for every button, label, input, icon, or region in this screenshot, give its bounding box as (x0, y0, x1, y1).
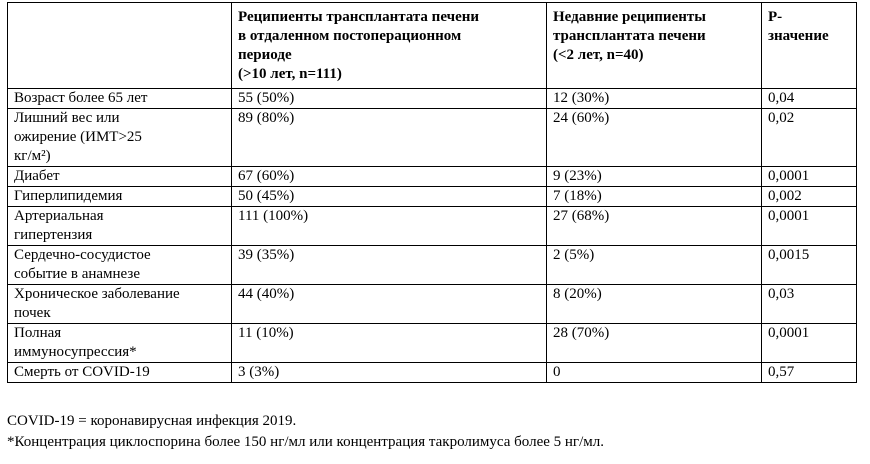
recent-value-cell: 0 (547, 363, 762, 383)
long-term-value-cell: 3 (3%) (232, 363, 547, 383)
header-line: (>10 лет, n=111) (238, 66, 342, 82)
long-term-value-cell: 55 (50%) (232, 89, 547, 109)
long-term-value-cell: 39 (35%) (232, 246, 547, 285)
row-label-line: иммуносупрессия* (14, 344, 137, 360)
recent-value-cell: 28 (70%) (547, 324, 762, 363)
table-row (8, 167, 857, 187)
long-term-value-cell: 111 (100%) (232, 207, 547, 246)
row-label-line: Полная (14, 325, 62, 341)
p-value-cell: 0,0001 (762, 167, 857, 187)
row-label-line: Хроническое заболевание (14, 286, 180, 302)
table-row (8, 324, 857, 363)
header-line: периоде (238, 47, 292, 63)
recent-value-cell: 8 (20%) (547, 285, 762, 324)
header-line: Недавние реципиенты (553, 9, 706, 25)
long-term-value-cell: 67 (60%) (232, 167, 547, 187)
table-row (8, 109, 857, 167)
row-label-line: ожирение (ИМТ>25 (14, 129, 142, 145)
p-value-cell: 0,04 (762, 89, 857, 109)
header-line: в отдаленном постоперационном (238, 28, 462, 44)
header-empty-cell (8, 3, 232, 89)
row-label-cell (8, 324, 232, 363)
table-body (8, 89, 857, 383)
recent-value-cell: 24 (60%) (547, 109, 762, 167)
footnote-abbreviation: COVID-19 = коронавирусная инфекция 2019. (7, 413, 297, 429)
row-label-line: почек (14, 305, 51, 321)
row-label-line: кг/м²) (14, 148, 51, 164)
comparison-table (7, 2, 857, 383)
recent-value-cell: 12 (30%) (547, 89, 762, 109)
p-value-cell: 0,57 (762, 363, 857, 383)
recent-value-cell: 27 (68%) (547, 207, 762, 246)
p-value-cell: 0,002 (762, 187, 857, 207)
row-label-line: Диабет (14, 168, 60, 184)
row-label-line: Лишний вес или (14, 110, 120, 126)
header-line: P- (768, 9, 783, 25)
row-label-line: Артериальная (14, 208, 104, 224)
header-line: (<2 лет, n=40) (553, 47, 644, 63)
table-row (8, 285, 857, 324)
p-value-cell: 0,0001 (762, 324, 857, 363)
header-recent-recipients (547, 3, 762, 89)
table-header-row (8, 3, 857, 89)
footnotes (7, 411, 604, 453)
row-label-cell (8, 363, 232, 383)
table-row (8, 363, 857, 383)
row-label-cell (8, 109, 232, 167)
header-long-term-recipients (232, 3, 547, 89)
row-label-line: Возраст более 65 лет (14, 90, 148, 106)
table-row (8, 207, 857, 246)
long-term-value-cell: 50 (45%) (232, 187, 547, 207)
p-value-cell: 0,03 (762, 285, 857, 324)
long-term-value-cell: 89 (80%) (232, 109, 547, 167)
recent-value-cell: 2 (5%) (547, 246, 762, 285)
header-line: значение (768, 28, 829, 44)
row-label-line: Смерть от COVID-19 (14, 364, 150, 380)
table-row (8, 246, 857, 285)
recent-value-cell: 7 (18%) (547, 187, 762, 207)
recent-value-cell: 9 (23%) (547, 167, 762, 187)
table-row (8, 89, 857, 109)
row-label-line: гипертензия (14, 227, 93, 243)
footnote-asterisk: *Концентрация циклоспорина более 150 нг/мл или концентрация такролимуса более 5 нг/мл. (7, 434, 604, 450)
p-value-cell: 0,02 (762, 109, 857, 167)
row-label-cell (8, 207, 232, 246)
row-label-cell (8, 89, 232, 109)
p-value-cell: 0,0001 (762, 207, 857, 246)
row-label-line: событие в анамнезе (14, 266, 140, 282)
table-row (8, 187, 857, 207)
long-term-value-cell: 44 (40%) (232, 285, 547, 324)
row-label-cell (8, 187, 232, 207)
row-label-cell (8, 167, 232, 187)
row-label-line: Сердечно-сосудистое (14, 247, 151, 263)
row-label-cell (8, 246, 232, 285)
row-label-cell (8, 285, 232, 324)
header-line: Реципиенты трансплантата печени (238, 9, 480, 25)
p-value-cell: 0,0015 (762, 246, 857, 285)
header-line: трансплантата печени (553, 28, 706, 44)
header-p-value (762, 3, 857, 89)
row-label-line: Гиперлипидемия (14, 188, 123, 204)
long-term-value-cell: 11 (10%) (232, 324, 547, 363)
